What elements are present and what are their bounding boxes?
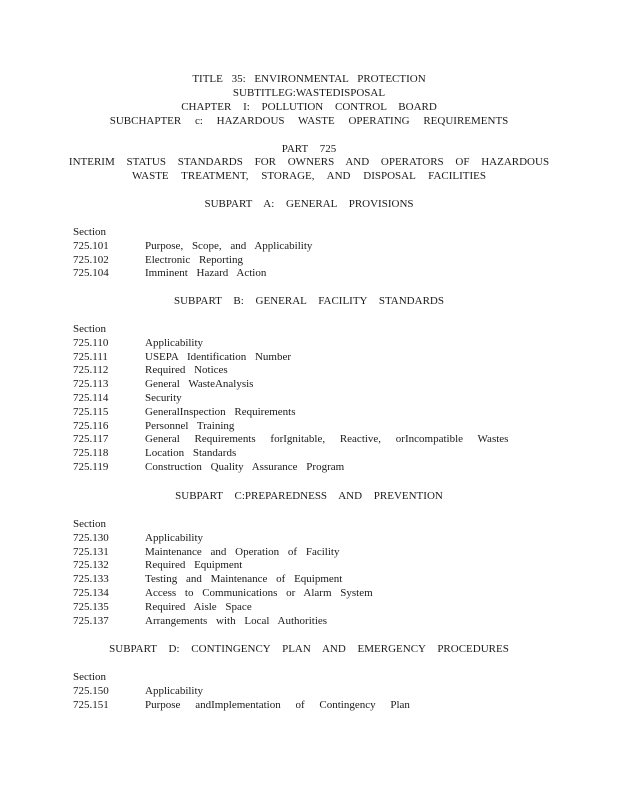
table-row (73, 546, 593, 560)
section-number: 725.134 (73, 586, 109, 599)
table-row (73, 699, 593, 713)
subpart-c-heading: SUBPART C:PREPAREDNESS AND PREVENTION (175, 490, 443, 502)
subpart-b-heading: SUBPART B: GENERAL FACILITY STANDARDS (174, 295, 444, 307)
table-row (73, 267, 593, 281)
section-number: 725.116 (73, 419, 109, 432)
section-title: USEPA Identification Number (145, 350, 292, 363)
table-row (73, 254, 593, 268)
subpart-a-heading: SUBPART A: GENERAL PROVISIONS (204, 198, 414, 210)
section-number: 725.130 (73, 531, 109, 544)
section-title: Location Standards (145, 447, 237, 460)
section-title: Testing and Maintenance of Equipment (145, 573, 343, 586)
table-row (73, 447, 593, 461)
section-number: 725.135 (73, 600, 109, 613)
section-title: Applicability (145, 684, 204, 697)
section-number: 725.115 (73, 405, 109, 418)
section-number: 725.137 (73, 614, 109, 627)
table-row (73, 351, 593, 365)
section-title: Applicability (145, 531, 204, 544)
section-label: Section (73, 226, 106, 238)
table-row (73, 532, 593, 546)
section-label: Section (73, 671, 106, 683)
section-number: 725.118 (73, 447, 109, 460)
section-number: 725.101 (73, 239, 109, 252)
section-number: 725.131 (73, 545, 109, 558)
table-row (73, 587, 593, 601)
section-title: Imminent Hazard Action (145, 267, 267, 280)
section-label: Section (73, 518, 106, 530)
title-line: TITLE 35: ENVIRONMENTAL PROTECTION (192, 73, 426, 85)
section-number: 725.133 (73, 573, 109, 586)
section-title: Access to Communications or Alarm System (145, 586, 373, 599)
section-number: 725.111 (73, 350, 108, 363)
section-title: Required Equipment (145, 559, 243, 572)
table-row (73, 420, 593, 434)
table-row (73, 601, 593, 615)
section-number: 725.150 (73, 684, 109, 697)
subchapter-line: SUBCHAPTER c: HAZARDOUS WASTE OPERATING REQUIREMENTS (109, 115, 509, 127)
table-row (73, 685, 593, 699)
table-row (73, 615, 593, 629)
table-row (73, 406, 593, 420)
chapter-line: CHAPTER I: POLLUTION CONTROL BOARD (181, 101, 437, 113)
subtitle-line: SUBTITLEG:WASTEDISPOSAL (232, 87, 386, 99)
table-row (73, 337, 593, 351)
section-title: Applicability (145, 336, 204, 349)
section-number: 725.114 (73, 391, 109, 404)
section-number: 725.102 (73, 253, 109, 266)
section-title: Electronic Reporting (145, 253, 243, 266)
subpart-c-sections (73, 518, 593, 628)
section-title: Purpose, Scope, and Applicability (145, 239, 313, 252)
section-title: Maintenance and Operation of Facility (145, 545, 340, 558)
table-row (73, 573, 593, 587)
section-title: Construction Quality Assurance Program (145, 460, 345, 473)
subpart-d-sections (73, 671, 593, 712)
section-number: 725.151 (73, 698, 109, 711)
section-label: Section (73, 323, 106, 335)
subpart-d-heading: SUBPART D: CONTINGENCY PLAN AND EMERGENCY PROCEDURES (109, 643, 509, 655)
part-title-line-1: INTERIM STATUS STANDARDS FOR OWNERS AND OPERATORS OF HAZARDOUS (68, 156, 550, 168)
table-row (73, 364, 593, 378)
section-title: General Requirements forIgnitable, Reactive, orIncompatible Wastes (145, 433, 509, 446)
section-number: 725.132 (73, 559, 109, 572)
section-number: 725.112 (73, 364, 109, 377)
part-title-line-2: WASTE TREATMENT, STORAGE, AND DISPOSAL FACILITIES (131, 170, 487, 182)
section-title: Arrangements with Local Authorities (145, 614, 328, 627)
section-number: 725.104 (73, 267, 109, 280)
subpart-a-sections (73, 226, 593, 281)
table-row (73, 559, 593, 573)
section-number: 725.117 (73, 433, 109, 446)
part-number: PART 725 (281, 143, 337, 155)
table-row (73, 461, 593, 475)
section-title: Personnel Training (145, 419, 235, 432)
section-title: Required Aisle Space (145, 600, 252, 613)
table-row (73, 378, 593, 392)
table-row (73, 433, 593, 447)
table-row (73, 392, 593, 406)
section-number: 725.119 (73, 460, 109, 473)
section-title: Required Notices (145, 364, 228, 377)
subpart-b-sections (73, 323, 593, 475)
section-title: General WasteAnalysis (145, 378, 254, 391)
section-title: Security (145, 391, 182, 404)
section-number: 725.110 (73, 336, 109, 349)
section-title: Purpose andImplementation of Contingency Plan (145, 698, 410, 711)
section-title: GeneralInspection Requirements (145, 405, 296, 418)
section-number: 725.113 (73, 378, 109, 391)
table-row (73, 240, 593, 254)
